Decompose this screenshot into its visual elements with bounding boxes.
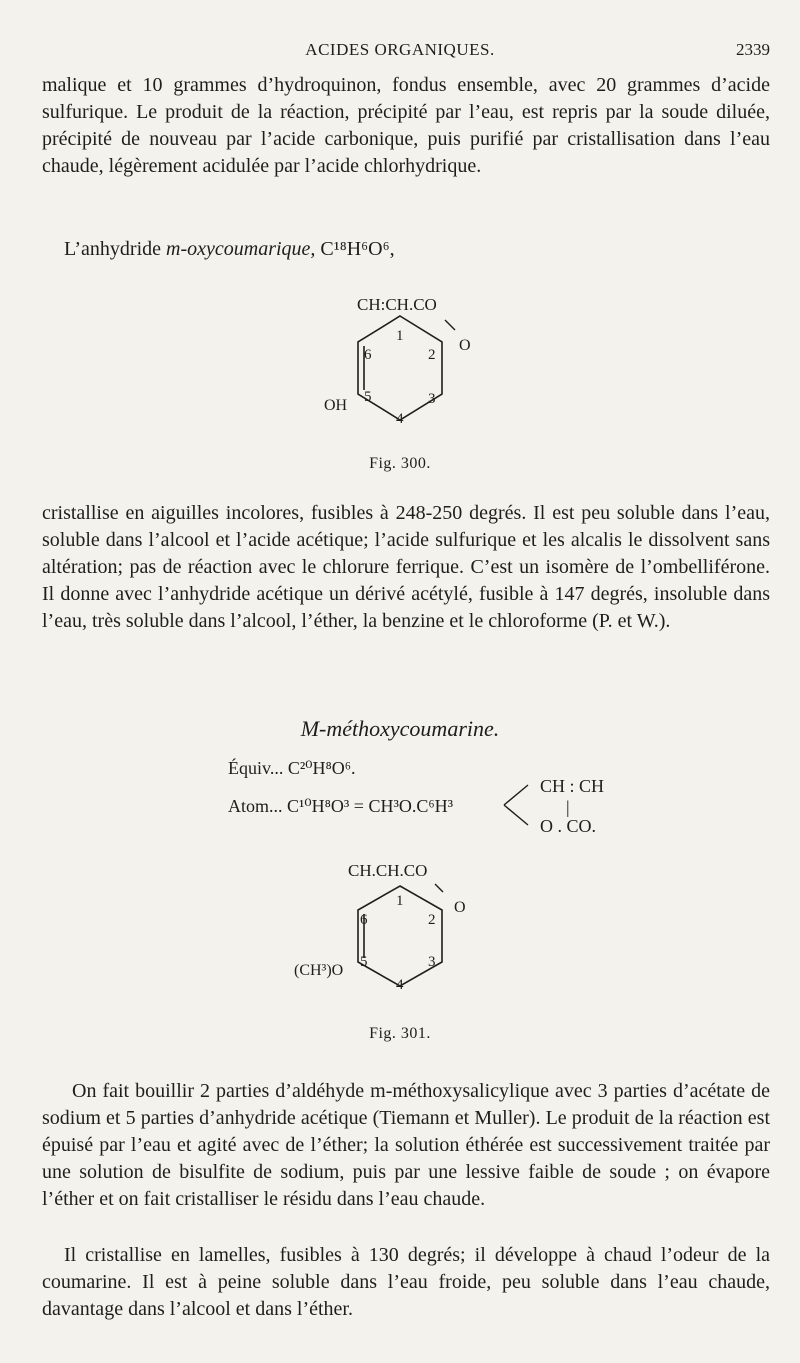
fig301-oxygen: O	[454, 899, 466, 916]
atom-label: Atom...	[228, 796, 283, 816]
fig301-pos-6: 6	[360, 912, 368, 928]
fig301-substituent: (CH³)O	[294, 962, 344, 979]
figure-301-structure	[294, 858, 500, 1018]
figure-300-structure	[300, 290, 500, 450]
fig300-pos-4: 4	[396, 411, 404, 427]
fig301-pos-4: 4	[396, 977, 404, 993]
equiv-value: C²⁰H⁸O⁶.	[287, 758, 356, 778]
page-header	[0, 36, 800, 66]
fig300-substituent: OH	[324, 397, 348, 414]
anhydride-line	[64, 238, 395, 261]
atom-formula-line	[228, 796, 453, 817]
fig301-pos-2: 2	[428, 912, 436, 928]
figure-300-caption: Fig. 300.	[369, 455, 431, 472]
figure-301-caption: Fig. 301.	[369, 1025, 431, 1042]
fig300-pos-3: 3	[428, 391, 436, 407]
anhydride-prefix: L’anhydride	[64, 238, 167, 260]
page-number: 2339	[736, 40, 770, 59]
running-title: ACIDES ORGANIQUES.	[305, 40, 495, 59]
fig300-oxygen: O	[459, 337, 471, 354]
fig301-pos-5: 5	[360, 954, 368, 970]
section-title: M-méthoxycoumarine.	[300, 716, 500, 741]
equiv-label: Équiv...	[228, 758, 284, 778]
fig300-pos-1: 1	[396, 328, 404, 344]
fig301-co-bond	[435, 884, 443, 892]
branch-bottom: O . CO.	[540, 816, 597, 836]
atom-value: C¹⁰H⁸O³ = CH³O.C⁶H³	[287, 796, 454, 816]
fig300-pos-2: 2	[428, 347, 436, 363]
fig300-pos-5: 5	[364, 389, 372, 405]
anhydride-name: m-oxycoumarique,	[166, 238, 316, 260]
fig301-top-label: CH.CH.CO	[348, 861, 428, 880]
equiv-formula-line	[228, 758, 356, 779]
fig301-pos-3: 3	[428, 954, 436, 970]
fig300-top-label: CH:CH.CO	[357, 295, 437, 314]
paragraph-3: On fait bouillir 2 parties d’aldéhyde m-méthoxysalicylique avec 3 parties d’acétate de sodium et 5 parties d’anhydride acétique (Tiemann et Muller). Le produit de la réaction est épuisé par l’eau et agité avec de l’éther; la solution éthérée est successivement traitée par une solution de bisulfite de sodium, puis par une lessive faible de soude ; on évapore l’éther et on fait cristalliser le résidu dans l’eau chaude.	[42, 1080, 770, 1210]
paragraph-1: malique et 10 grammes d’hydroquinon, fondus ensemble, avec 20 grammes d’acide sulfurique. Le produit de la réaction, précipité par l’eau, est repris par la soude diluée, précipité de nouveau par l’acide carbonique, puis purifié par cristallisation dans l’eau chaude, légèrement acidulée par l’acide chlorhydrique.	[42, 74, 770, 177]
fig300-co-bond	[445, 320, 455, 330]
paragraph-4: Il cristallise en lamelles, fusibles à 130 degrés; il développe à chaud l’odeur de la coumarine. Il est à peine soluble dans l’eau froide, peu soluble dans l’eau chaude, davantage dans l’alcool et dans l’éther.	[42, 1244, 770, 1320]
paragraph-2: cristallise en aiguilles incolores, fusibles à 248-250 degrés. Il est peu soluble dans l’eau, soluble dans l’alcool et l’acide acétique; l’acide sulfurique et les alcalis le dissolvent sans altération; pas de réaction avec le chlorure ferrique. C’est un isomère de l’ombelliférone. Il donne avec l’anhydride acétique un dérivé acétylé, fusible à 147 degrés, insoluble dans l’eau, très soluble dans l’alcool, l’éther, la benzine et le chloroforme (P. et W.).	[42, 502, 770, 632]
anhydride-formula: C¹⁸H⁶O⁶,	[320, 238, 395, 260]
branch-top: CH : CH	[540, 776, 605, 796]
atom-formula-bracket	[500, 780, 534, 830]
fig301-pos-1: 1	[396, 893, 404, 909]
fig300-pos-6: 6	[364, 347, 372, 363]
branch-bar: |	[566, 797, 570, 817]
